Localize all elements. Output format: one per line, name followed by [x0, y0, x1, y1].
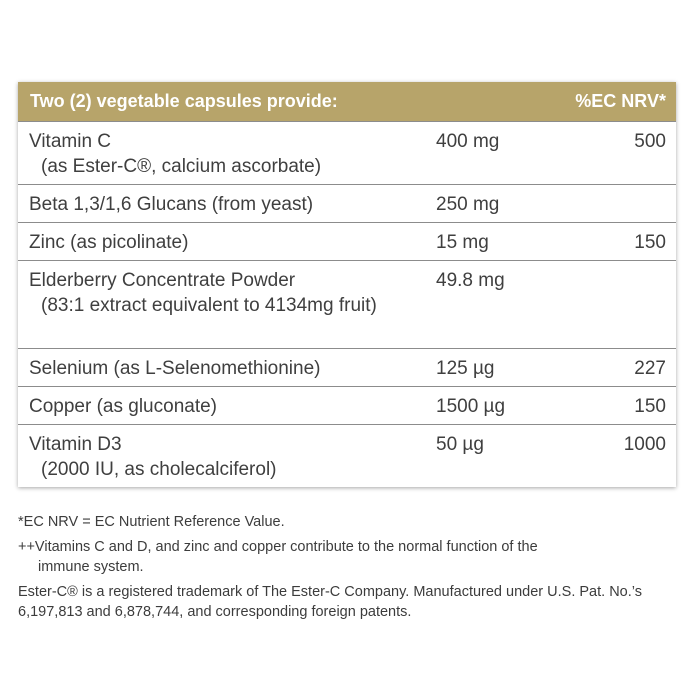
table-row	[18, 424, 676, 487]
ingredient-name: Beta 1,3/1,6 Glucans (from yeast)	[29, 194, 314, 215]
ingredient-name: Copper (as gluconate)	[29, 396, 217, 417]
table-row	[18, 222, 676, 260]
ingredient-amount: 250 mg	[436, 194, 500, 215]
ingredient-detail: (2000 IU, as cholecalciferol)	[41, 459, 277, 480]
ingredient-nrv: 1000	[623, 434, 666, 455]
ingredient-amount: 1500 µg	[436, 396, 506, 417]
table-row	[18, 260, 676, 348]
ingredient-name: Zinc (as picolinate)	[29, 232, 189, 253]
ingredient-nrv: 227	[634, 358, 666, 379]
footnote-nrv: *EC NRV = EC Nutrient Reference Value.	[18, 514, 285, 530]
ingredient-detail: (83:1 extract equivalent to 4134mg fruit)	[41, 295, 377, 316]
table-header	[18, 82, 676, 121]
ingredient-detail: (as Ester-C®, calcium ascorbate)	[41, 156, 322, 177]
footnote-trademark: Ester-C® is a registered trademark of The Ester-C Company. Manufactured under U.S. Pat. No.’s 6,197,813 and 6,878,744, and corresponding foreign patents.	[18, 584, 642, 620]
footnote-immune-line2: immune system.	[38, 559, 144, 575]
serving-heading: Two (2) vegetable capsules provide:	[30, 91, 338, 111]
table-row	[18, 386, 676, 424]
ingredient-name: Elderberry Concentrate Powder	[29, 270, 296, 291]
ingredient-name: Selenium (as L-Selenomethionine)	[29, 358, 321, 379]
ingredient-amount: 125 µg	[436, 358, 495, 379]
footnotes	[18, 512, 678, 627]
table-row	[18, 121, 676, 184]
supplement-facts-table	[18, 82, 676, 487]
footnote-immune	[18, 537, 678, 577]
ingredient-nrv: 150	[634, 232, 666, 253]
ingredient-amount: 49.8 mg	[436, 270, 505, 291]
table-row	[18, 348, 676, 386]
ingredient-nrv: 500	[634, 131, 666, 152]
ingredient-amount: 15 mg	[436, 232, 489, 253]
footnote-immune-line1: ++Vitamins C and D, and zinc and copper contribute to the normal function of the	[18, 539, 538, 555]
ingredient-name: Vitamin C	[29, 131, 112, 152]
ingredient-name: Vitamin D3	[29, 434, 122, 455]
table-row	[18, 184, 676, 222]
ingredient-amount: 50 µg	[436, 434, 484, 455]
ingredient-amount: 400 mg	[436, 131, 500, 152]
ingredient-nrv: 150	[634, 396, 666, 417]
nrv-heading: %EC NRV*	[575, 91, 666, 111]
